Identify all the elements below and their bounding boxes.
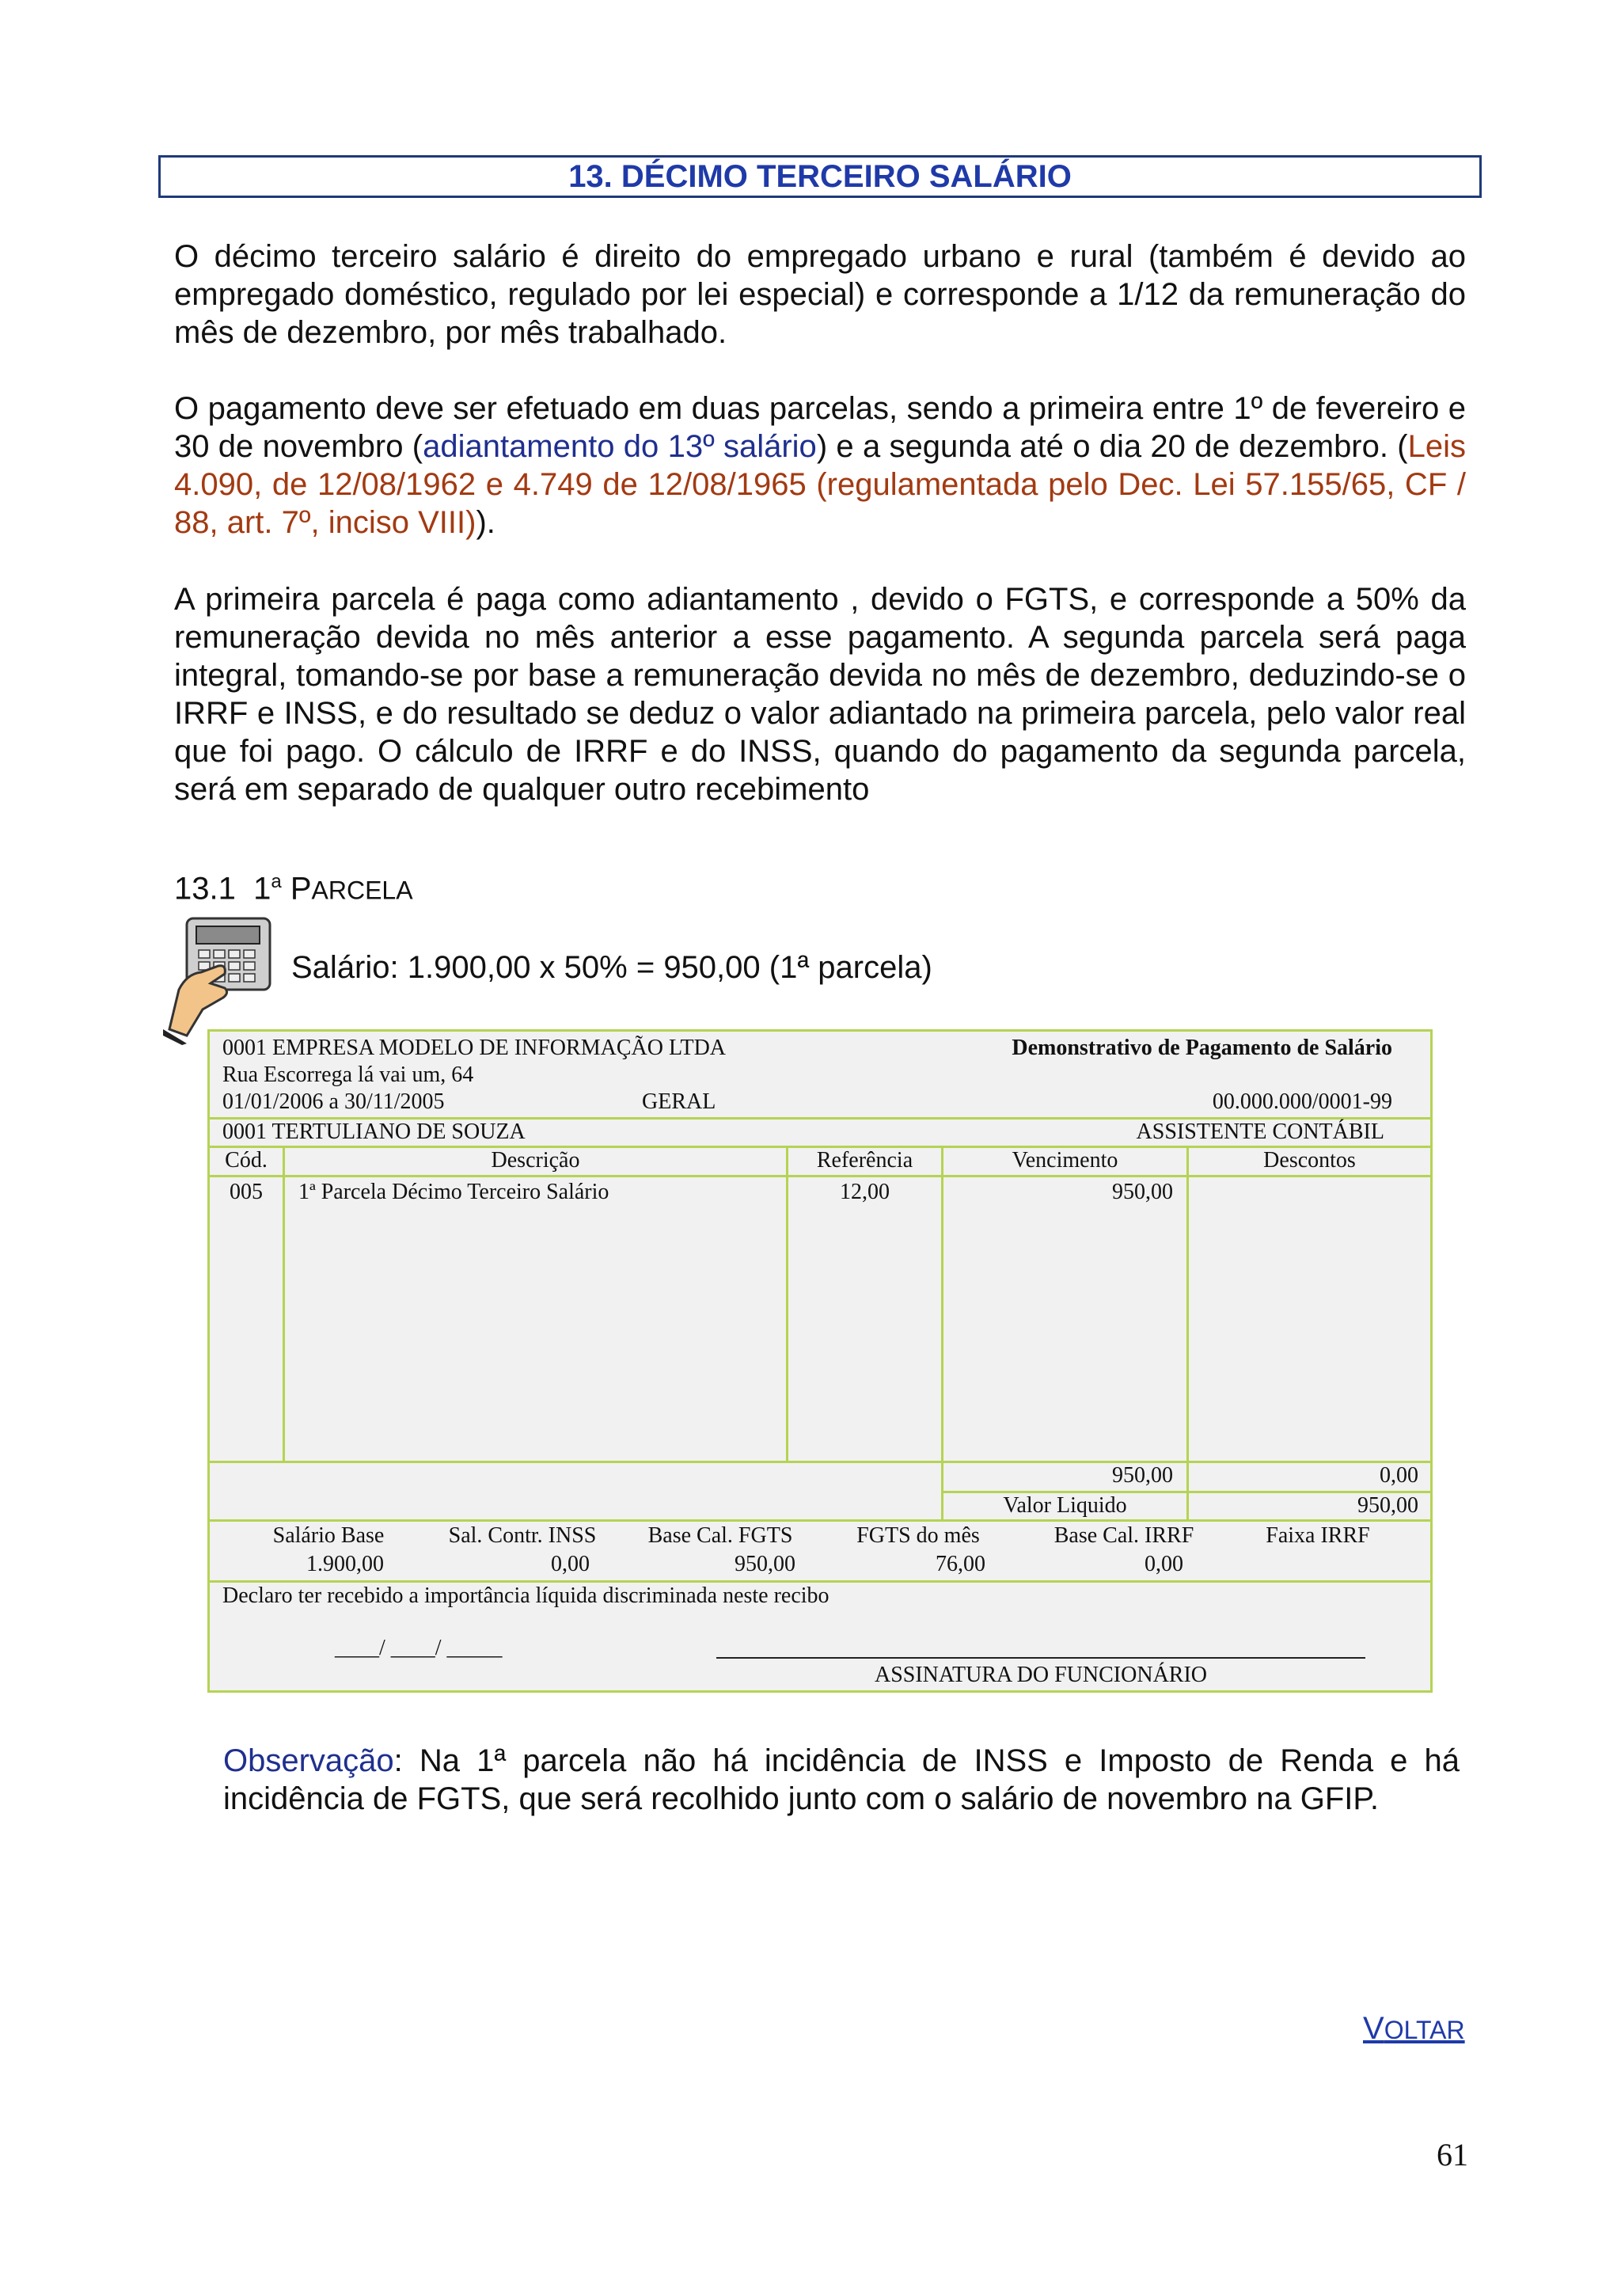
- footer-label-base-fgts: Base Cal. FGTS: [647, 1523, 793, 1548]
- row-cod: 005: [230, 1180, 263, 1204]
- total-vencimentos: 950,00: [1112, 1463, 1173, 1488]
- subsection-ordinal: 1: [253, 871, 271, 907]
- receipt-period: 01/01/2006 a 30/11/2005: [222, 1089, 445, 1114]
- section-heading: 13. DÉCIMO TERCEIRO SALÁRIO: [568, 158, 1072, 194]
- pay-receipt: [207, 1029, 1433, 1693]
- paragraph-2-part-e: ).: [476, 505, 495, 540]
- footer-label-fgts-mes: FGTS do mês: [856, 1523, 980, 1548]
- section-heading-box: [158, 155, 1482, 198]
- row-vencimento: 950,00: [1112, 1180, 1173, 1204]
- header-descontos: Descontos: [1263, 1148, 1356, 1173]
- footer-label-faixa-irrf: Faixa IRRF: [1266, 1523, 1370, 1548]
- liquido-value: 950,00: [1357, 1493, 1418, 1518]
- footer-value-fgts-mes: 76,00: [936, 1552, 985, 1576]
- row-referencia: 12,00: [840, 1180, 890, 1204]
- salary-calculation: Salário: 1.900,00 x 50% = 950,00 (1ª parcela): [291, 950, 932, 985]
- page-number: 61: [1437, 2137, 1468, 2172]
- adiantamento-reference: adiantamento do 13º salário: [423, 429, 817, 464]
- total-descontos: 0,00: [1380, 1463, 1418, 1488]
- subsection-rest: ARCELA: [311, 876, 413, 905]
- receipt-cnpj: 00.000.000/0001-99: [1212, 1089, 1392, 1114]
- signature-label: ASSINATURA DO FUNCIONÁRIO: [874, 1663, 1208, 1687]
- receipt-address: Rua Escorrega lá vai um, 64: [222, 1062, 474, 1087]
- header-referencia: Referência: [816, 1148, 913, 1173]
- receipt-date-blank: ____/ ____/ _____: [335, 1636, 503, 1660]
- receipt-employee: 0001 TERTULIANO DE SOUZA: [222, 1119, 526, 1144]
- receipt-dept: GERAL: [642, 1089, 716, 1114]
- subsection-heading: [174, 871, 413, 907]
- voltar-rest: OLTAR: [1384, 2016, 1465, 2044]
- observation-label: Observação: [223, 1743, 394, 1778]
- footer-value-inss: 0,00: [551, 1552, 590, 1576]
- footer-label-inss: Sal. Contr. INSS: [448, 1523, 597, 1548]
- receipt-role: ASSISTENTE CONTÁBIL: [1136, 1119, 1384, 1144]
- calculator-hand-icon: [163, 910, 282, 1045]
- header-vencimento: Vencimento: [1012, 1148, 1118, 1173]
- footer-value-base-fgts: 950,00: [735, 1552, 795, 1576]
- paragraph-2-part-c: ) e a segunda até o dia 20 de dezembro. (: [816, 429, 1408, 464]
- subsection-ordinal-sup: a: [271, 871, 282, 892]
- receipt-company: 0001 EMPRESA MODELO DE INFORMAÇÃO LTDA: [222, 1036, 727, 1060]
- voltar-link[interactable]: [1363, 2011, 1465, 2047]
- observation: [223, 1742, 1460, 1818]
- footer-value-base-irrf: 0,00: [1145, 1552, 1183, 1576]
- paragraph-2: [174, 390, 1466, 542]
- row-descricao: 1ª Parcela Décimo Terceiro Salário: [298, 1180, 609, 1204]
- subsection-first-letter: P: [290, 871, 312, 907]
- footer-value-salario-base: 1.900,00: [306, 1552, 384, 1576]
- observation-text: : Na 1ª parcela não há incidência de INSS e Imposto de Renda e há incidência de FGTS, que será recolhido junto com o salário de novembro na GFIP.: [223, 1743, 1460, 1816]
- footer-label-base-irrf: Base Cal. IRRF: [1053, 1523, 1194, 1548]
- paragraph-1: O décimo terceiro salário é direito do empregado urbano e rural (também é devido ao empregado doméstico, regulado por lei especial) e corresponde a 1/12 da remuneração do mês de dezembro, por mês trabalhado.: [174, 239, 1466, 350]
- header-descricao: Descrição: [491, 1148, 580, 1173]
- law-reference: Leis 4.090, de 12/08/1962 e 4.749 de 12/08/1965 (regulamentada pelo Dec. Lei 57.155/65, CF / 88, art. 7º, inciso VIII): [174, 429, 1466, 540]
- paragraph-2-part-a: O pagamento deve ser efetuado em duas parcelas, sendo a primeira entre 1º de fevereiro e 30 de novembro (: [174, 391, 1466, 464]
- receipt-doc-title: Demonstrativo de Pagamento de Salário: [1012, 1036, 1392, 1060]
- liquido-label: Valor Liquido: [1003, 1493, 1127, 1518]
- paragraph-3: A primeira parcela é paga como adiantamento , devido o FGTS, e corresponde a 50% da remuneração devida no mês anterior a esse pagamento. A segunda parcela será paga integral, tomando-se por base a remuneração devida no mês de dezembro, deduzindo-se o IRRF e INSS, e do resultado se deduz o valor adiantado na primeira parcela, pelo valor real que foi pago. O cálculo de IRRF e do INSS, quando do pagamento da segunda parcela, será em separado de qualquer outro recebimento: [174, 582, 1466, 807]
- header-cod: Cód.: [225, 1148, 268, 1173]
- voltar-first-letter: V: [1363, 2011, 1384, 2046]
- receipt-declaration: Declaro ter recebido a importância líquida discriminada neste recibo: [222, 1583, 829, 1608]
- subsection-number: 13.1: [174, 871, 236, 907]
- footer-label-salario-base: Salário Base: [272, 1523, 385, 1548]
